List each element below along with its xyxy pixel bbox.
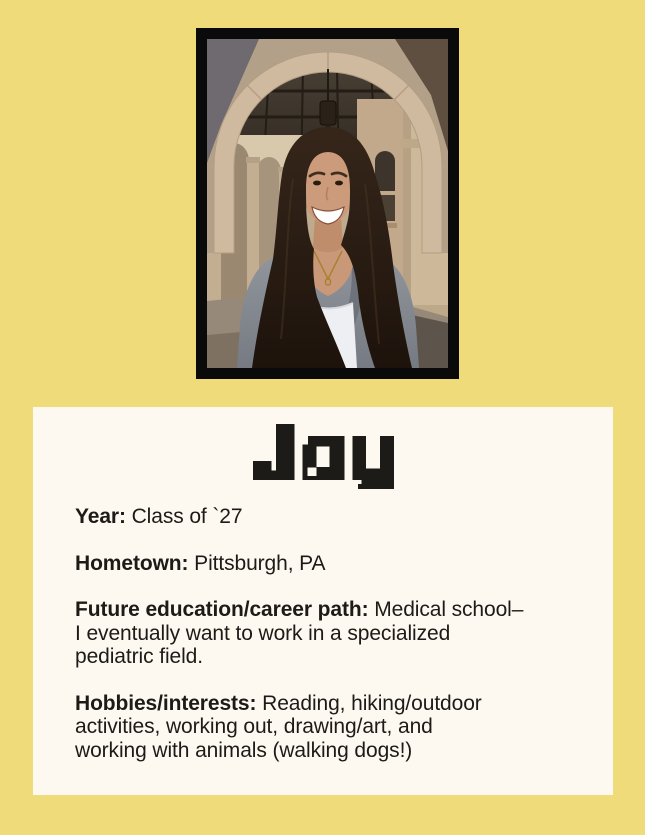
profile-field xyxy=(75,505,571,529)
profile-field xyxy=(75,598,571,669)
field-line: Hometown: Pittsburgh, PA xyxy=(75,551,326,575)
field-line: I eventually want to work in a specialized xyxy=(75,621,451,645)
profile-card xyxy=(33,407,613,795)
field-label: Hometown: xyxy=(75,551,189,575)
field-label: Hobbies/interests: xyxy=(75,691,257,715)
profile-fields xyxy=(33,505,613,762)
field-label: Future education/career path: xyxy=(75,598,369,621)
photo-frame xyxy=(196,28,459,379)
profile-name-pixel-text xyxy=(253,424,394,491)
portrait-photo xyxy=(207,39,448,368)
field-label: Year: xyxy=(75,505,126,528)
field-line: Future education/career path: Medical school– xyxy=(75,598,524,621)
field-line: Hobbies/interests: Reading, hiking/outdoor xyxy=(75,691,482,715)
field-line: Year: Class of `27 xyxy=(75,505,243,528)
profile-name-title xyxy=(33,424,613,492)
profile-field xyxy=(75,552,571,576)
profile-field xyxy=(75,692,571,763)
field-line: pediatric field. xyxy=(75,645,203,668)
field-line: working with animals (walking dogs!) xyxy=(75,738,413,762)
field-line: activities, working out, drawing/art, and xyxy=(75,715,433,738)
